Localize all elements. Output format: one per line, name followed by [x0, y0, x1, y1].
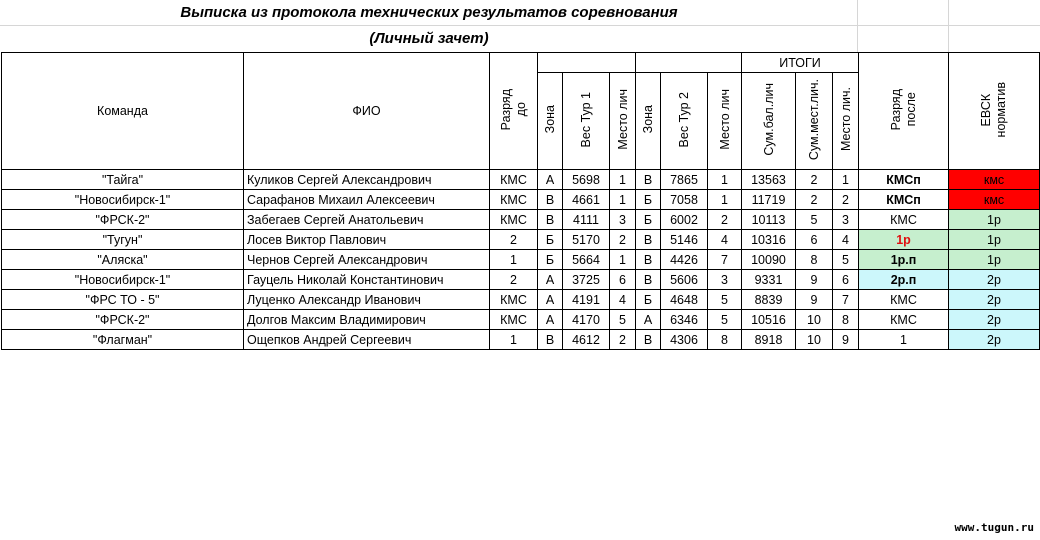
- cell-weight1: 4111: [563, 210, 610, 230]
- cell-place2: 7: [708, 250, 742, 270]
- header-tour1-group: [538, 53, 636, 73]
- gridline: [857, 0, 858, 52]
- cell-team: "ФРСК-2": [2, 210, 244, 230]
- results-table: [1, 52, 1040, 350]
- cell-evsk: 1р: [949, 210, 1040, 230]
- table-row: [2, 310, 1040, 330]
- cell-place1: 3: [610, 210, 636, 230]
- cell-team: "Тугун": [2, 230, 244, 250]
- cell-rank-after: КМСп: [859, 190, 949, 210]
- cell-rank-before: КМС: [490, 170, 538, 190]
- cell-sum-points: 8839: [742, 290, 796, 310]
- header-zone1: Зона: [538, 73, 563, 170]
- cell-place1: 1: [610, 170, 636, 190]
- cell-place1: 6: [610, 270, 636, 290]
- cell-fio: Луценко Александр Иванович: [244, 290, 490, 310]
- cell-zone1: В: [538, 190, 563, 210]
- cell-zone2: Б: [636, 210, 661, 230]
- cell-place-final: 9: [833, 330, 859, 350]
- header-rank-before: Разряд до: [490, 53, 538, 170]
- cell-place-final: 6: [833, 270, 859, 290]
- header-place-final: Место лич.: [833, 73, 859, 170]
- cell-rank-before: КМС: [490, 190, 538, 210]
- cell-sum-points: 8918: [742, 330, 796, 350]
- watermark: www.tugun.ru: [954, 521, 1034, 534]
- cell-place-final: 7: [833, 290, 859, 310]
- cell-zone1: В: [538, 210, 563, 230]
- table-row: [2, 190, 1040, 210]
- cell-sum-points: 10516: [742, 310, 796, 330]
- cell-rank-after: КМС: [859, 210, 949, 230]
- cell-place1: 2: [610, 330, 636, 350]
- cell-evsk: 2р: [949, 310, 1040, 330]
- cell-weight2: 6346: [661, 310, 708, 330]
- cell-evsk: кмс: [949, 170, 1040, 190]
- cell-rank-before: 1: [490, 330, 538, 350]
- cell-zone2: Б: [636, 190, 661, 210]
- header-totals: ИТОГИ: [742, 53, 859, 73]
- title-area: [0, 0, 858, 52]
- cell-evsk: 1р: [949, 250, 1040, 270]
- cell-rank-after: КМС: [859, 310, 949, 330]
- cell-place2: 1: [708, 190, 742, 210]
- cell-weight2: 5146: [661, 230, 708, 250]
- cell-place2: 2: [708, 210, 742, 230]
- cell-weight2: 5606: [661, 270, 708, 290]
- cell-team: "ФРСК-2": [2, 310, 244, 330]
- header-weight1: Вес Тур 1: [563, 73, 610, 170]
- cell-place2: 1: [708, 170, 742, 190]
- cell-place2: 5: [708, 290, 742, 310]
- cell-weight1: 3725: [563, 270, 610, 290]
- cell-place1: 4: [610, 290, 636, 310]
- table-row: [2, 330, 1040, 350]
- cell-team: "ФРС ТО - 5": [2, 290, 244, 310]
- cell-rank-before: КМС: [490, 310, 538, 330]
- header-evsk: ЕВСК норматив: [949, 53, 1040, 170]
- cell-weight1: 5698: [563, 170, 610, 190]
- cell-rank-after: КМСп: [859, 170, 949, 190]
- cell-place-final: 8: [833, 310, 859, 330]
- cell-weight2: 4306: [661, 330, 708, 350]
- header-tour2-group: [636, 53, 742, 73]
- cell-rank-after: 2р.п: [859, 270, 949, 290]
- header-weight2: Вес Тур 2: [661, 73, 708, 170]
- cell-team: "Новосибирск-1": [2, 190, 244, 210]
- cell-place1: 1: [610, 190, 636, 210]
- cell-place1: 2: [610, 230, 636, 250]
- header-place2: Место лич: [708, 73, 742, 170]
- header-rank-after: Разряд после: [859, 53, 949, 170]
- cell-place-final: 5: [833, 250, 859, 270]
- cell-fio: Забегаев Сергей Анатольевич: [244, 210, 490, 230]
- cell-place-final: 2: [833, 190, 859, 210]
- cell-place-final: 1: [833, 170, 859, 190]
- cell-evsk: 2р: [949, 330, 1040, 350]
- cell-rank-after: 1р.п: [859, 250, 949, 270]
- cell-evsk: 1р: [949, 230, 1040, 250]
- cell-zone2: Б: [636, 290, 661, 310]
- cell-sum-points: 10316: [742, 230, 796, 250]
- cell-sum-points: 10090: [742, 250, 796, 270]
- cell-team: "Новосибирск-1": [2, 270, 244, 290]
- cell-fio: Гауцель Николай Константинович: [244, 270, 490, 290]
- cell-evsk: 2р: [949, 290, 1040, 310]
- cell-weight2: 4426: [661, 250, 708, 270]
- cell-zone2: В: [636, 330, 661, 350]
- cell-place2: 8: [708, 330, 742, 350]
- header-sum-points: Сум.бал.лич: [742, 73, 796, 170]
- cell-sum-points: 9331: [742, 270, 796, 290]
- cell-rank-before: 2: [490, 270, 538, 290]
- header-sum-places: Сум.мест.лич.: [796, 73, 833, 170]
- cell-fio: Куликов Сергей Александрович: [244, 170, 490, 190]
- table-row: [2, 270, 1040, 290]
- cell-rank-before: КМС: [490, 290, 538, 310]
- gridline: [948, 0, 949, 52]
- cell-team: "Тайга": [2, 170, 244, 190]
- cell-rank-before: 2: [490, 230, 538, 250]
- cell-rank-before: КМС: [490, 210, 538, 230]
- cell-sum-places: 2: [796, 190, 833, 210]
- header-place1: Место лич: [610, 73, 636, 170]
- cell-evsk: кмс: [949, 190, 1040, 210]
- cell-team: "Аляска": [2, 250, 244, 270]
- cell-fio: Чернов Сергей Александрович: [244, 250, 490, 270]
- cell-sum-places: 8: [796, 250, 833, 270]
- cell-sum-points: 10113: [742, 210, 796, 230]
- table-row: [2, 290, 1040, 310]
- gridline: [0, 25, 1040, 26]
- cell-weight1: 4191: [563, 290, 610, 310]
- cell-zone1: А: [538, 170, 563, 190]
- cell-zone2: А: [636, 310, 661, 330]
- cell-place-final: 3: [833, 210, 859, 230]
- cell-zone2: В: [636, 170, 661, 190]
- cell-sum-points: 13563: [742, 170, 796, 190]
- cell-place2: 5: [708, 310, 742, 330]
- cell-zone2: В: [636, 230, 661, 250]
- cell-zone2: В: [636, 270, 661, 290]
- cell-zone2: В: [636, 250, 661, 270]
- cell-place2: 3: [708, 270, 742, 290]
- cell-weight1: 4170: [563, 310, 610, 330]
- cell-team: "Флагман": [2, 330, 244, 350]
- page-subtitle: (Личный зачет): [369, 30, 489, 47]
- cell-weight1: 5664: [563, 250, 610, 270]
- cell-weight1: 5170: [563, 230, 610, 250]
- cell-zone1: А: [538, 290, 563, 310]
- cell-sum-places: 10: [796, 330, 833, 350]
- cell-place1: 5: [610, 310, 636, 330]
- cell-weight2: 7865: [661, 170, 708, 190]
- cell-sum-places: 5: [796, 210, 833, 230]
- table-row: [2, 210, 1040, 230]
- cell-sum-points: 11719: [742, 190, 796, 210]
- cell-sum-places: 9: [796, 290, 833, 310]
- cell-rank-after: 1: [859, 330, 949, 350]
- cell-rank-after: 1р: [859, 230, 949, 250]
- cell-zone1: А: [538, 310, 563, 330]
- cell-sum-places: 10: [796, 310, 833, 330]
- table-row: [2, 170, 1040, 190]
- header-team: Команда: [2, 53, 244, 170]
- cell-weight1: 4661: [563, 190, 610, 210]
- cell-sum-places: 9: [796, 270, 833, 290]
- cell-place-final: 4: [833, 230, 859, 250]
- cell-zone1: Б: [538, 250, 563, 270]
- cell-fio: Лосев Виктор Павлович: [244, 230, 490, 250]
- cell-zone1: Б: [538, 230, 563, 250]
- cell-sum-places: 2: [796, 170, 833, 190]
- page-title: Выписка из протокола технических результатов соревнования: [180, 4, 678, 21]
- cell-rank-after: КМС: [859, 290, 949, 310]
- cell-rank-before: 1: [490, 250, 538, 270]
- cell-sum-places: 6: [796, 230, 833, 250]
- cell-zone1: А: [538, 270, 563, 290]
- table-row: [2, 250, 1040, 270]
- cell-fio: Долгов Максим Владимирович: [244, 310, 490, 330]
- header-zone2: Зона: [636, 73, 661, 170]
- cell-fio: Ощепков Андрей Сергеевич: [244, 330, 490, 350]
- cell-evsk: 2р: [949, 270, 1040, 290]
- table-row: [2, 230, 1040, 250]
- cell-fio: Сарафанов Михаил Алексеевич: [244, 190, 490, 210]
- cell-place2: 4: [708, 230, 742, 250]
- cell-weight2: 7058: [661, 190, 708, 210]
- cell-place1: 1: [610, 250, 636, 270]
- cell-weight1: 4612: [563, 330, 610, 350]
- cell-weight2: 4648: [661, 290, 708, 310]
- cell-weight2: 6002: [661, 210, 708, 230]
- header-fio: ФИО: [244, 53, 490, 170]
- cell-zone1: В: [538, 330, 563, 350]
